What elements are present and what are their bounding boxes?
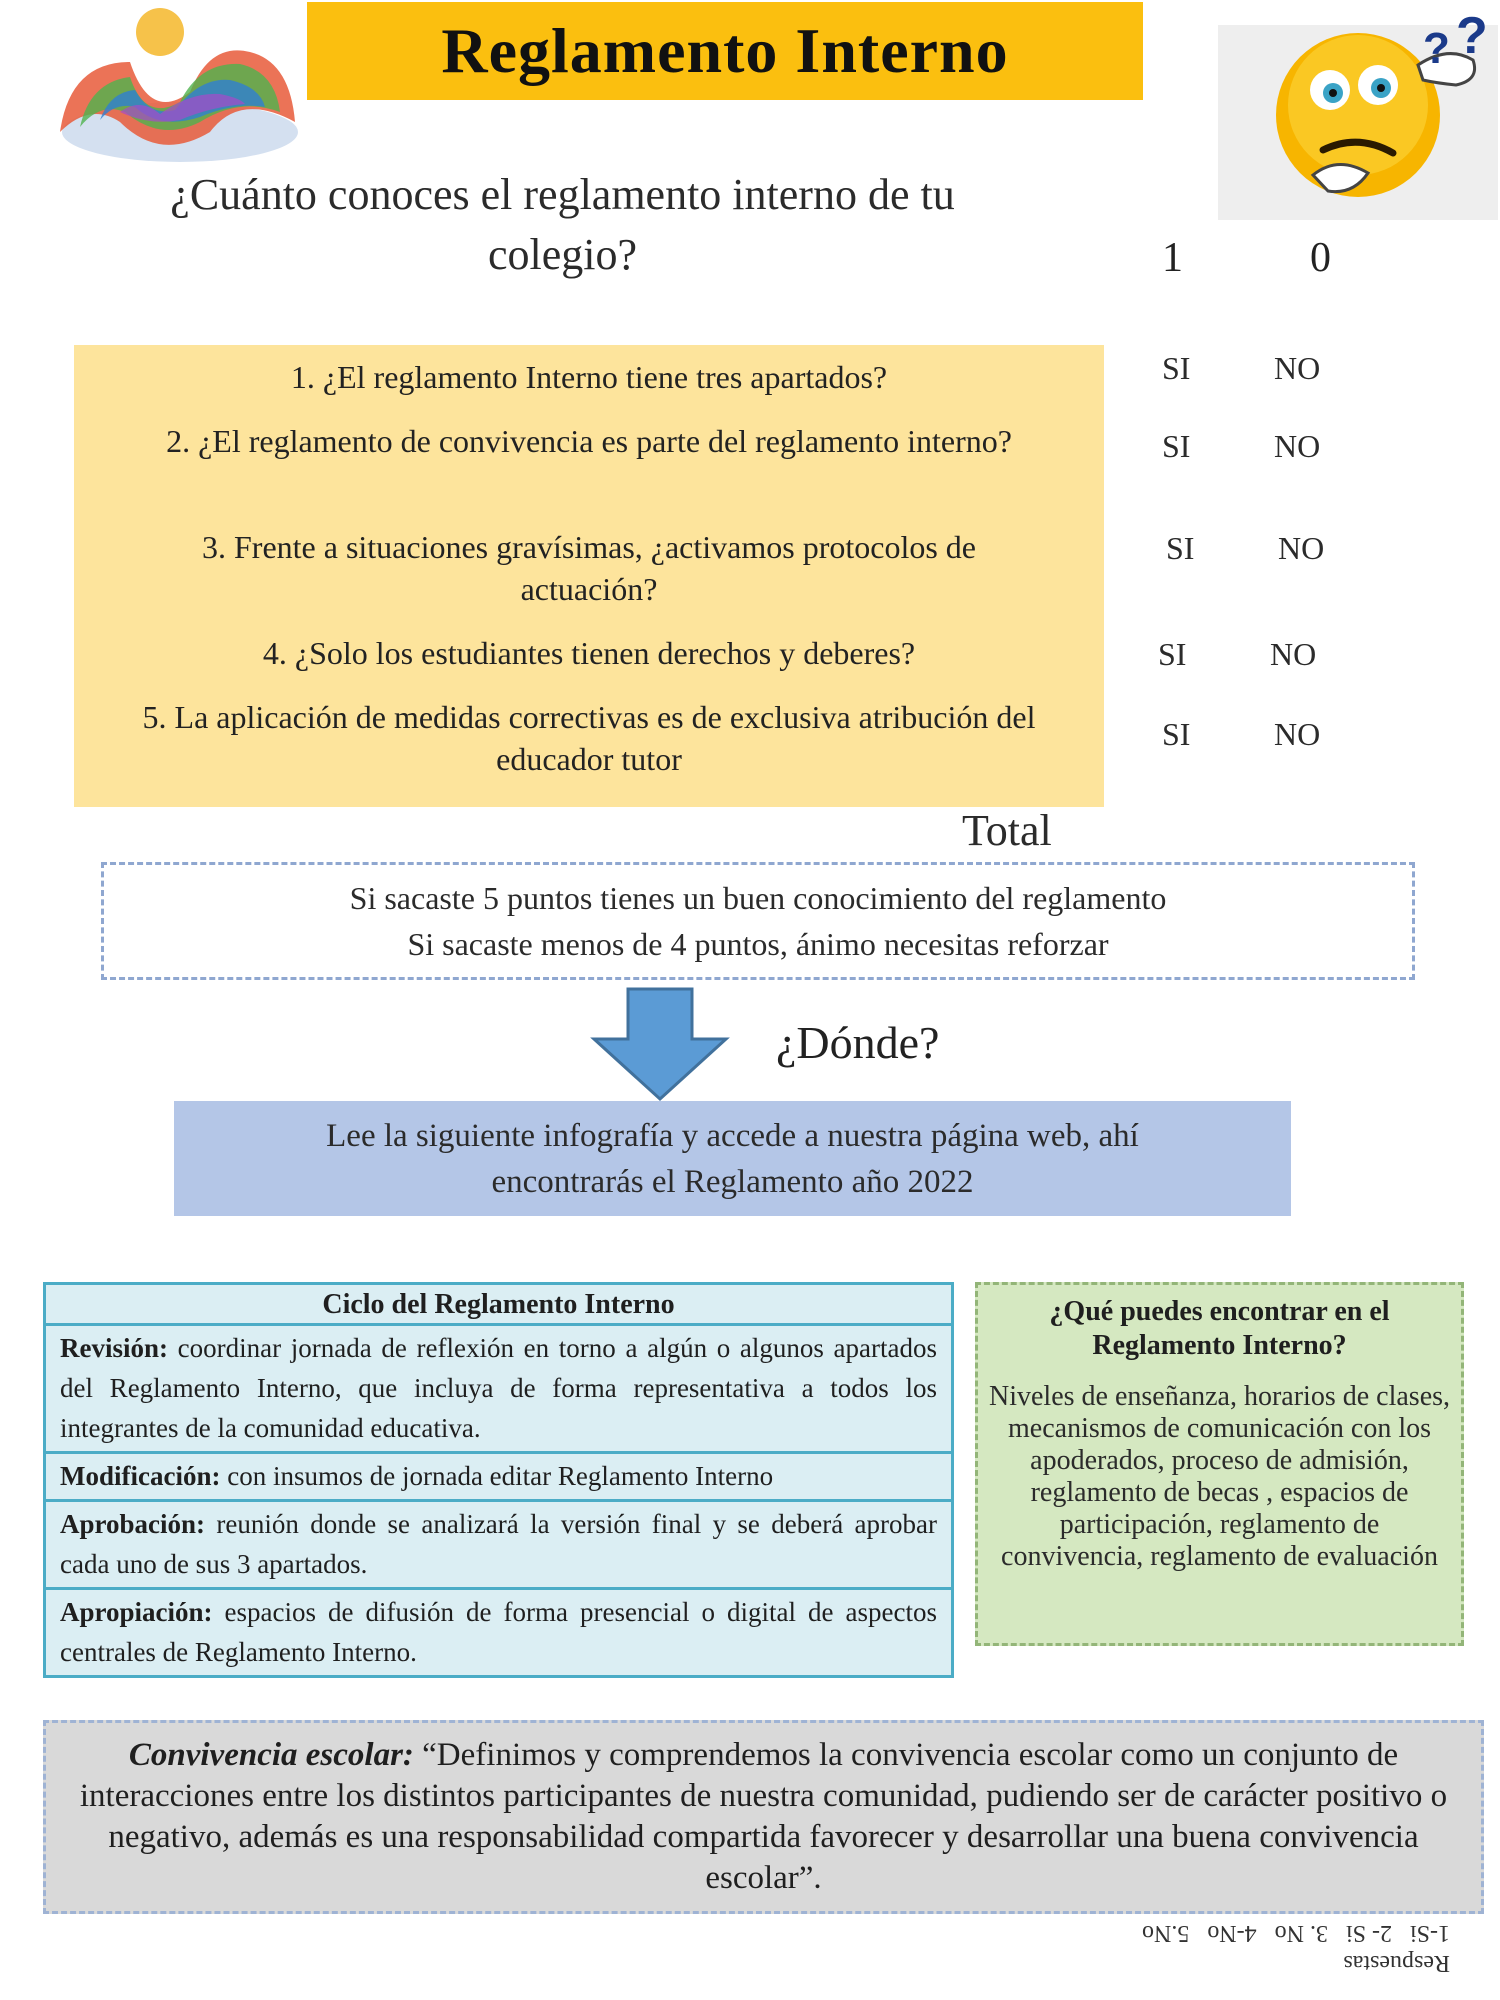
info-box <box>174 1101 1291 1216</box>
info-line-2: encontrarás el Reglamento año 2022 <box>491 1163 974 1200</box>
answers-title: Respuestas <box>1343 1950 1450 1976</box>
question-line-1: ¿Cuánto conoces el reglamento interno de tu <box>170 170 955 219</box>
cycle-title: Ciclo del Reglamento Interno <box>46 1285 951 1326</box>
svg-text:?: ? <box>1423 24 1450 73</box>
quiz-question <box>90 165 1035 285</box>
cycle-table <box>43 1282 954 1678</box>
contents-body: Niveles de enseñanza, horarios de clases, mecanismos de comunicación con los apoderados, proceso de admisión, reglamento de becas , espacios de participación, reglamento de convivencia, reglamento de evaluación <box>988 1381 1451 1572</box>
answer-no-4[interactable]: NO <box>1270 636 1317 672</box>
result-line-1: Si sacaste 5 puntos tienes un buen conocimiento del reglamento <box>349 880 1167 916</box>
answer-no-3[interactable]: NO <box>1278 530 1325 566</box>
cycle-row-modificacion <box>46 1454 951 1502</box>
score-header-yes: 1 <box>1162 235 1183 281</box>
contents-box <box>975 1282 1464 1646</box>
cycle-text: con insumos de jornada editar Reglamento Interno <box>220 1461 774 1491</box>
answer-yes-3[interactable]: SI <box>1166 530 1195 566</box>
question-1: 1. ¿El reglamento Interno tiene tres apartados? <box>290 359 888 395</box>
answers-key <box>990 1918 1450 1978</box>
answer-yes-4[interactable]: SI <box>1158 636 1187 672</box>
score-header-no: 0 <box>1310 235 1331 281</box>
answer-no-5[interactable]: NO <box>1274 716 1321 752</box>
question-3: 3. Frente a situaciones gravísimas, ¿activamos protocolos de actuación? <box>201 529 976 607</box>
answer-yes-2[interactable]: SI <box>1162 428 1191 464</box>
answer-no-2[interactable]: NO <box>1274 428 1321 464</box>
answer-no-1[interactable]: NO <box>1274 350 1321 386</box>
cycle-term: Apropiación: <box>60 1597 213 1627</box>
convivencia-text <box>46 1735 1481 1899</box>
title-banner <box>307 2 1143 100</box>
cycle-text: reunión donde se analizará la versión final y se deberá aprobar cada uno de sus 3 apartados. <box>60 1509 937 1579</box>
question-4: 4. ¿Solo los estudiantes tienen derechos y deberes? <box>262 635 916 671</box>
result-box <box>101 862 1415 980</box>
result-line-2: Si sacaste menos de 4 puntos, ánimo necesitas reforzar <box>407 926 1109 962</box>
question-5: 5. La aplicación de medidas correctivas es de exclusiva atribución del educador tutor <box>142 699 1036 777</box>
convivencia-quote: “Definimos y comprendemos la convivencia escolar como un conjunto de interacciones entre los distintos participantes de nuestra comunidad, pudiendo ser de carácter positivo o negativo, además es una responsabilidad compartida favorecer y desarrollar una buena convivencia escolar”. <box>79 1737 1448 1896</box>
info-line-1: Lee la siguiente infografía y accede a nuestra página web, ahí <box>326 1117 1139 1154</box>
question-2: 2. ¿El reglamento de convivencia es parte del reglamento interno? <box>166 423 1012 459</box>
svg-text:?: ? <box>1456 7 1488 65</box>
convivencia-box <box>43 1720 1484 1914</box>
total-label: Total <box>962 806 1052 855</box>
page-title: Reglamento Interno <box>441 15 1009 86</box>
contents-title: ¿Qué puedes encontrar en el Reglamento Interno? <box>1049 1296 1390 1361</box>
thinking-face-icon <box>1218 5 1498 220</box>
cycle-text: espacios de difusión de forma presencial o digital de aspectos centrales de Reglamento Interno. <box>60 1597 937 1667</box>
cycle-row-apropiacion <box>46 1590 951 1675</box>
answer-yes-1[interactable]: SI <box>1162 350 1191 386</box>
arrow-down-icon <box>590 987 730 1102</box>
cycle-text: coordinar jornada de reflexión en torno a algún o algunos apartados del Reglamento Interno, que incluya de forma representativa a todos los integrantes de la comunidad educativa. <box>60 1333 937 1443</box>
school-logo <box>40 2 310 172</box>
answers-line: 1-Si 2- Si 3. No 4-No 5.No <box>1141 1920 1450 1946</box>
cycle-row-revision <box>46 1326 951 1454</box>
cycle-row-aprobacion <box>46 1502 951 1590</box>
question-line-2: colegio? <box>487 230 638 279</box>
cycle-term: Modificación: <box>60 1461 221 1491</box>
convivencia-lead: Convivencia escolar: <box>128 1737 414 1773</box>
where-heading: ¿Dónde? <box>776 1017 940 1068</box>
cycle-term: Revisión: <box>60 1333 168 1363</box>
cycle-term: Aprobación: <box>60 1509 206 1539</box>
answer-yes-5[interactable]: SI <box>1162 716 1191 752</box>
